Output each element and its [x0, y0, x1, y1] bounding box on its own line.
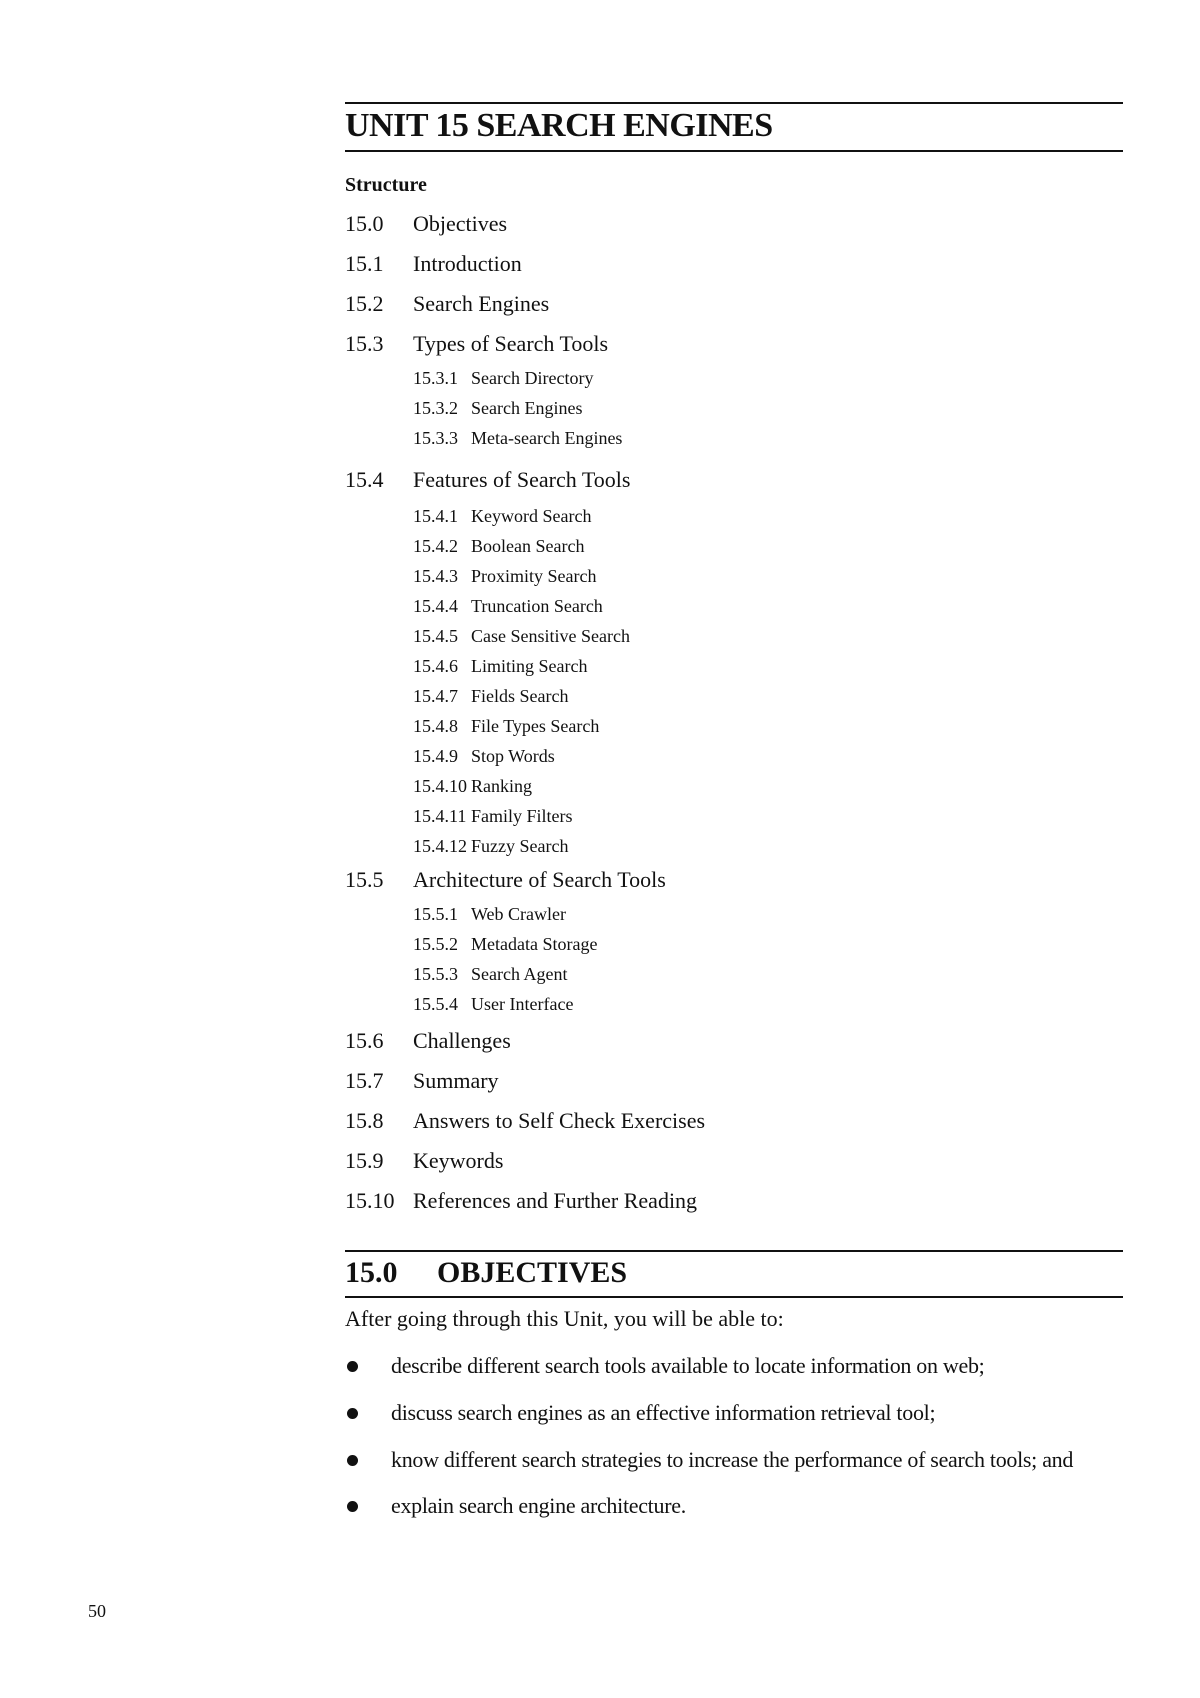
bullet-dot-icon [347, 1361, 358, 1372]
toc-subentry [413, 535, 584, 557]
objectives-header [345, 1250, 1123, 1298]
toc-subentry-title: Boolean Search [471, 536, 585, 556]
toc-subentry-title: Search Agent [471, 964, 568, 984]
toc-subentry-number: 15.5.4 [413, 994, 458, 1014]
toc-subentry-title: Stop Words [471, 746, 555, 766]
toc-subentry-title: Case Sensitive Search [471, 626, 630, 646]
toc-subentry-number: 15.4.9 [413, 746, 458, 766]
toc-subentry-number: 15.4.7 [413, 686, 458, 706]
toc-subentry [413, 655, 587, 677]
toc-entry-title: Architecture of Search Tools [413, 867, 666, 892]
bullet-dot-icon [347, 1455, 358, 1466]
toc-subentry-title: Ranking [471, 776, 532, 796]
toc-entry [345, 211, 507, 237]
toc-subentry-title: Meta-search Engines [471, 428, 623, 448]
toc-entry-number: 15.5 [345, 867, 384, 892]
toc-subentry [413, 565, 596, 587]
toc-subentry [413, 993, 573, 1015]
toc-entry [345, 251, 522, 277]
page-number: 50 [88, 1601, 106, 1621]
toc-subentry-title: Fields Search [471, 686, 569, 706]
toc-subentry-title: Search Engines [471, 398, 583, 418]
toc-entry-title: Challenges [413, 1028, 511, 1053]
toc-entry [345, 1028, 511, 1054]
toc-entry [345, 1108, 705, 1134]
toc-entry-title: Keywords [413, 1148, 504, 1173]
objectives-number: 15.0 [345, 1256, 398, 1289]
toc-entry-title: Search Engines [413, 291, 550, 316]
toc-entry-title: References and Further Reading [413, 1188, 698, 1213]
toc-entry [345, 1068, 499, 1094]
toc-subentry-title: Search Directory [471, 368, 594, 388]
toc-subentry [413, 903, 566, 925]
toc-subentry [413, 745, 555, 767]
toc-subentry-title: Fuzzy Search [471, 836, 569, 856]
toc-subentry-number: 15.3.3 [413, 428, 458, 448]
objectives-title [345, 1255, 627, 1291]
toc-subentry-title: User Interface [471, 994, 574, 1014]
toc-subentry-number: 15.4.10 [413, 776, 467, 796]
objective-text: discuss search engines as an effective information retrieval tool; [391, 1400, 936, 1425]
toc-entry-number: 15.10 [345, 1188, 395, 1213]
objective-text: know different search strategies to increase the performance of search tools; and [391, 1447, 1074, 1472]
toc-subentry-number: 15.4.2 [413, 536, 458, 556]
objective-text: describe different search tools available to locate information on web; [391, 1353, 985, 1378]
toc-entry [345, 1148, 503, 1174]
toc-entry-title: Answers to Self Check Exercises [413, 1108, 706, 1133]
toc-subentry [413, 427, 622, 449]
unit-title: UNIT 15 SEARCH ENGINES [345, 107, 773, 144]
toc-subentry-number: 15.4.12 [413, 836, 467, 856]
toc-subentry-number: 15.3.2 [413, 398, 458, 418]
toc-entry-number: 15.3 [345, 331, 384, 356]
bullet-dot-icon [347, 1501, 358, 1512]
toc-subentry [413, 685, 568, 707]
toc-subentry-title: Limiting Search [471, 656, 588, 676]
objective-text: explain search engine architecture. [391, 1493, 686, 1518]
toc-entry [345, 467, 630, 493]
toc-subentry [413, 835, 568, 857]
toc-subentry [413, 715, 599, 737]
toc-subentry-title: Truncation Search [471, 596, 603, 616]
toc-subentry-number: 15.3.1 [413, 368, 458, 388]
toc-subentry [413, 595, 603, 617]
toc-subentry [413, 775, 532, 797]
toc-subentry-number: 15.4.6 [413, 656, 458, 676]
toc-subentry [413, 397, 582, 419]
toc-subentry-number: 15.4.8 [413, 716, 458, 736]
toc-entry-number: 15.1 [345, 251, 384, 276]
toc-entry-number: 15.8 [345, 1108, 384, 1133]
toc-entry [345, 1188, 697, 1214]
toc-subentry-title: Proximity Search [471, 566, 597, 586]
toc-subentry-title: Keyword Search [471, 506, 592, 526]
structure-label: Structure [345, 174, 427, 196]
toc-subentry-number: 15.4.1 [413, 506, 458, 526]
toc-entry-number: 15.9 [345, 1148, 384, 1173]
toc-entry-title: Features of Search Tools [413, 467, 631, 492]
objectives-heading: OBJECTIVES [437, 1256, 628, 1289]
toc-entry-title: Introduction [413, 251, 522, 276]
toc-subentry-title: Metadata Storage [471, 934, 598, 954]
toc-subentry [413, 367, 593, 389]
toc-subentry-number: 15.5.2 [413, 934, 458, 954]
toc-subentry-number: 15.4.4 [413, 596, 458, 616]
unit-header [345, 102, 1123, 152]
toc-entry-number: 15.2 [345, 291, 384, 316]
toc-entry-title: Summary [413, 1068, 499, 1093]
toc-subentry-number: 15.4.11 [413, 806, 467, 826]
toc-entry [345, 331, 608, 357]
toc-subentry-title: Family Filters [471, 806, 573, 826]
toc-entry-number: 15.4 [345, 467, 384, 492]
toc-entry-title: Objectives [413, 211, 508, 236]
toc-entry-number: 15.7 [345, 1068, 384, 1093]
objectives-intro: After going through this Unit, you will be able to: [345, 1306, 784, 1331]
toc-subentry [413, 963, 567, 985]
toc-subentry-title: File Types Search [471, 716, 600, 736]
toc-entry [345, 867, 666, 893]
toc-subentry-title: Web Crawler [471, 904, 567, 924]
toc-entry [345, 291, 549, 317]
toc-subentry-number: 15.5.1 [413, 904, 458, 924]
toc-subentry [413, 625, 630, 647]
toc-entry-number: 15.0 [345, 211, 384, 236]
toc-subentry-number: 15.4.3 [413, 566, 458, 586]
toc-subentry [413, 933, 597, 955]
toc-entry-title: Types of Search Tools [413, 331, 609, 356]
bullet-dot-icon [347, 1408, 358, 1419]
toc-subentry [413, 805, 573, 827]
toc-subentry [413, 505, 591, 527]
toc-subentry-number: 15.5.3 [413, 964, 458, 984]
toc-entry-number: 15.6 [345, 1028, 384, 1053]
toc-subentry-number: 15.4.5 [413, 626, 458, 646]
